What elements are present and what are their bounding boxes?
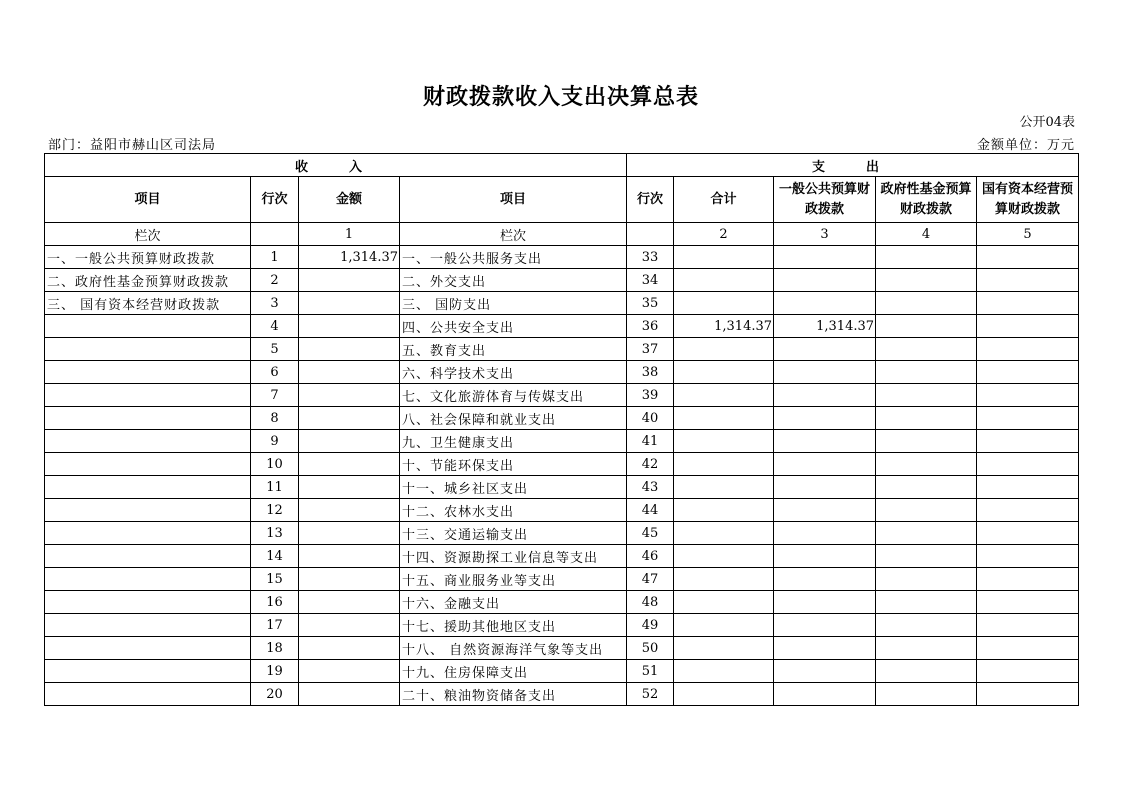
expense-fund-cell	[876, 683, 977, 706]
expense-general-cell	[774, 246, 876, 269]
income-amount-cell	[299, 522, 400, 545]
expense-line-cell: 51	[627, 660, 674, 683]
section-header-row	[45, 154, 1079, 177]
expense-total-cell	[674, 407, 774, 430]
expense-line-cell: 40	[627, 407, 674, 430]
expense-total-cell	[674, 292, 774, 315]
table-row	[45, 453, 1079, 476]
header-ex-line: 行次	[627, 177, 674, 223]
expense-item-cell: 十三、交通运输支出	[400, 522, 627, 545]
expense-total-cell	[674, 522, 774, 545]
expense-fund-cell	[876, 545, 977, 568]
expense-fund-cell	[876, 637, 977, 660]
expense-state-cell	[977, 430, 1079, 453]
expense-total-cell	[674, 384, 774, 407]
table-row	[45, 568, 1079, 591]
income-amount-cell	[299, 545, 400, 568]
income-line-cell: 2	[251, 269, 299, 292]
expense-item-cell: 十八、 自然资源海洋气象等支出	[400, 637, 627, 660]
expense-general-cell	[774, 545, 876, 568]
table-row	[45, 361, 1079, 384]
income-amount-cell	[299, 430, 400, 453]
expense-state-cell	[977, 568, 1079, 591]
expense-item-cell: 三、 国防支出	[400, 292, 627, 315]
expense-total-cell	[674, 683, 774, 706]
expense-fund-cell	[876, 246, 977, 269]
income-line-cell: 16	[251, 591, 299, 614]
expense-total-cell	[674, 430, 774, 453]
expense-state-cell	[977, 269, 1079, 292]
table-row	[45, 407, 1079, 430]
colno-in-label: 栏次	[45, 223, 251, 246]
income-amount-cell	[299, 568, 400, 591]
expense-total-cell	[674, 499, 774, 522]
table-row	[45, 683, 1079, 706]
expense-general-cell	[774, 338, 876, 361]
expense-total-cell	[674, 614, 774, 637]
income-amount-cell	[299, 315, 400, 338]
income-line-cell: 4	[251, 315, 299, 338]
expense-total-cell	[674, 246, 774, 269]
income-amount-cell	[299, 614, 400, 637]
expense-line-cell: 52	[627, 683, 674, 706]
expense-line-cell: 37	[627, 338, 674, 361]
expense-item-cell: 五、教育支出	[400, 338, 627, 361]
expense-fund-cell	[876, 430, 977, 453]
expense-state-cell	[977, 683, 1079, 706]
expense-item-cell: 十一、城乡社区支出	[400, 476, 627, 499]
expense-state-cell	[977, 545, 1079, 568]
expense-line-cell: 49	[627, 614, 674, 637]
income-line-cell: 8	[251, 407, 299, 430]
expense-item-cell: 十、节能环保支出	[400, 453, 627, 476]
expense-state-cell	[977, 499, 1079, 522]
expense-item-cell: 六、科学技术支出	[400, 361, 627, 384]
expense-general-cell	[774, 476, 876, 499]
income-item-cell	[45, 614, 251, 637]
expense-state-cell	[977, 338, 1079, 361]
expense-item-cell: 十二、农林水支出	[400, 499, 627, 522]
expense-total-cell	[674, 361, 774, 384]
expense-fund-cell	[876, 315, 977, 338]
income-item-cell: 一、一般公共预算财政拨款	[45, 246, 251, 269]
income-line-cell: 18	[251, 637, 299, 660]
income-item-cell	[45, 453, 251, 476]
expense-line-cell: 33	[627, 246, 674, 269]
colno-ex-state: 5	[977, 223, 1079, 246]
expense-fund-cell	[876, 361, 977, 384]
form-number: 公开04表	[1019, 115, 1075, 130]
budget-table	[44, 153, 1079, 706]
income-item-cell: 二、政府性基金预算财政拨款	[45, 269, 251, 292]
table-row	[45, 292, 1079, 315]
header-in-amount: 金额	[299, 177, 400, 223]
colno-ex-line	[627, 223, 674, 246]
expense-line-cell: 44	[627, 499, 674, 522]
expense-total-cell	[674, 476, 774, 499]
expense-line-cell: 34	[627, 269, 674, 292]
income-amount-cell	[299, 338, 400, 361]
header-ex-total: 合计	[674, 177, 774, 223]
expense-total-cell	[674, 545, 774, 568]
expense-general-cell	[774, 407, 876, 430]
expense-state-cell	[977, 384, 1079, 407]
income-amount-cell	[299, 683, 400, 706]
colno-in-amount: 1	[299, 223, 400, 246]
income-amount-cell	[299, 384, 400, 407]
expense-general-cell	[774, 361, 876, 384]
table-row	[45, 591, 1079, 614]
income-line-cell: 7	[251, 384, 299, 407]
expense-fund-cell	[876, 499, 977, 522]
expense-line-cell: 42	[627, 453, 674, 476]
expense-total-cell	[674, 660, 774, 683]
expense-general-cell	[774, 499, 876, 522]
income-line-cell: 6	[251, 361, 299, 384]
income-amount-cell: 1,314.37	[299, 246, 400, 269]
expense-total-cell	[674, 568, 774, 591]
section-income: 收 入	[45, 154, 627, 177]
income-item-cell	[45, 545, 251, 568]
expense-line-cell: 45	[627, 522, 674, 545]
page-title: 财政拨款收入支出决算总表	[422, 84, 699, 110]
income-item-cell	[45, 591, 251, 614]
expense-state-cell	[977, 246, 1079, 269]
expense-state-cell	[977, 614, 1079, 637]
income-item-cell	[45, 476, 251, 499]
income-amount-cell	[299, 660, 400, 683]
expense-line-cell: 43	[627, 476, 674, 499]
income-item-cell	[45, 430, 251, 453]
expense-item-cell: 九、卫生健康支出	[400, 430, 627, 453]
colno-ex-fund: 4	[876, 223, 977, 246]
income-line-cell: 11	[251, 476, 299, 499]
expense-line-cell: 47	[627, 568, 674, 591]
expense-line-cell: 38	[627, 361, 674, 384]
expense-general-cell: 1,314.37	[774, 315, 876, 338]
colno-ex-label: 栏次	[400, 223, 627, 246]
income-item-cell	[45, 361, 251, 384]
expense-general-cell	[774, 591, 876, 614]
income-line-cell: 20	[251, 683, 299, 706]
expense-item-cell: 十六、金融支出	[400, 591, 627, 614]
expense-general-cell	[774, 430, 876, 453]
income-line-cell: 12	[251, 499, 299, 522]
expense-state-cell	[977, 591, 1079, 614]
expense-item-cell: 十五、商业服务业等支出	[400, 568, 627, 591]
header-in-item: 项目	[45, 177, 251, 223]
expense-total-cell	[674, 591, 774, 614]
expense-state-cell	[977, 637, 1079, 660]
expense-state-cell	[977, 476, 1079, 499]
table-row	[45, 315, 1079, 338]
income-amount-cell	[299, 591, 400, 614]
income-amount-cell	[299, 453, 400, 476]
table-row	[45, 269, 1079, 292]
table-row	[45, 660, 1079, 683]
income-item-cell	[45, 683, 251, 706]
expense-item-cell: 七、文化旅游体育与传媒支出	[400, 384, 627, 407]
income-line-cell: 14	[251, 545, 299, 568]
expense-item-cell: 十七、援助其他地区支出	[400, 614, 627, 637]
income-item-cell	[45, 568, 251, 591]
expense-fund-cell	[876, 660, 977, 683]
expense-item-cell: 十九、住房保障支出	[400, 660, 627, 683]
table-row	[45, 338, 1079, 361]
expense-state-cell	[977, 315, 1079, 338]
expense-fund-cell	[876, 568, 977, 591]
table-row	[45, 499, 1079, 522]
income-line-cell: 5	[251, 338, 299, 361]
income-item-cell	[45, 384, 251, 407]
income-line-cell: 3	[251, 292, 299, 315]
expense-state-cell	[977, 522, 1079, 545]
expense-item-cell: 十四、资源勘探工业信息等支出	[400, 545, 627, 568]
expense-state-cell	[977, 453, 1079, 476]
expense-line-cell: 46	[627, 545, 674, 568]
expense-state-cell	[977, 407, 1079, 430]
expense-fund-cell	[876, 522, 977, 545]
expense-fund-cell	[876, 384, 977, 407]
expense-general-cell	[774, 453, 876, 476]
table-row	[45, 545, 1079, 568]
expense-total-cell	[674, 637, 774, 660]
expense-total-cell	[674, 269, 774, 292]
expense-fund-cell	[876, 269, 977, 292]
income-item-cell	[45, 407, 251, 430]
expense-fund-cell	[876, 614, 977, 637]
department-label: 部门：益阳市赫山区司法局	[48, 138, 217, 153]
income-amount-cell	[299, 499, 400, 522]
colno-in-line	[251, 223, 299, 246]
income-amount-cell	[299, 269, 400, 292]
income-line-cell: 17	[251, 614, 299, 637]
income-item-cell	[45, 315, 251, 338]
expense-line-cell: 35	[627, 292, 674, 315]
expense-total-cell: 1,314.37	[674, 315, 774, 338]
income-amount-cell	[299, 292, 400, 315]
expense-item-cell: 二十、粮油物资储备支出	[400, 683, 627, 706]
income-item-cell	[45, 338, 251, 361]
income-line-cell: 10	[251, 453, 299, 476]
table-row	[45, 246, 1079, 269]
expense-line-cell: 48	[627, 591, 674, 614]
expense-general-cell	[774, 683, 876, 706]
table-row	[45, 430, 1079, 453]
expense-general-cell	[774, 637, 876, 660]
expense-fund-cell	[876, 338, 977, 361]
income-item-cell: 三、 国有资本经营财政拨款	[45, 292, 251, 315]
expense-total-cell	[674, 453, 774, 476]
expense-item-cell: 二、外交支出	[400, 269, 627, 292]
table-row	[45, 384, 1079, 407]
expense-general-cell	[774, 269, 876, 292]
income-item-cell	[45, 499, 251, 522]
expense-general-cell	[774, 568, 876, 591]
expense-line-cell: 36	[627, 315, 674, 338]
table-row	[45, 476, 1079, 499]
income-item-cell	[45, 522, 251, 545]
expense-fund-cell	[876, 292, 977, 315]
income-line-cell: 1	[251, 246, 299, 269]
section-expense: 支 出	[627, 154, 1079, 177]
expense-state-cell	[977, 660, 1079, 683]
header-ex-state: 国有资本经营预算财政拨款	[977, 177, 1079, 223]
header-ex-general: 一般公共预算财政拨款	[774, 177, 876, 223]
table-row	[45, 522, 1079, 545]
expense-total-cell	[674, 338, 774, 361]
colno-ex-total: 2	[674, 223, 774, 246]
expense-fund-cell	[876, 591, 977, 614]
expense-fund-cell	[876, 407, 977, 430]
expense-state-cell	[977, 292, 1079, 315]
expense-general-cell	[774, 292, 876, 315]
expense-line-cell: 41	[627, 430, 674, 453]
income-amount-cell	[299, 637, 400, 660]
header-ex-fund: 政府性基金预算财政拨款	[876, 177, 977, 223]
income-item-cell	[45, 637, 251, 660]
expense-item-cell: 八、社会保障和就业支出	[400, 407, 627, 430]
income-item-cell	[45, 660, 251, 683]
colno-ex-general: 3	[774, 223, 876, 246]
table-row	[45, 637, 1079, 660]
income-line-cell: 13	[251, 522, 299, 545]
expense-line-cell: 50	[627, 637, 674, 660]
table-row	[45, 614, 1079, 637]
income-amount-cell	[299, 361, 400, 384]
expense-fund-cell	[876, 476, 977, 499]
amount-unit-label: 金额单位：万元	[976, 138, 1075, 153]
column-number-row	[45, 223, 1079, 246]
income-line-cell: 15	[251, 568, 299, 591]
income-line-cell: 19	[251, 660, 299, 683]
expense-item-cell: 一、一般公共服务支出	[400, 246, 627, 269]
header-ex-item: 项目	[400, 177, 627, 223]
income-amount-cell	[299, 476, 400, 499]
expense-state-cell	[977, 361, 1079, 384]
expense-line-cell: 39	[627, 384, 674, 407]
income-line-cell: 9	[251, 430, 299, 453]
column-header-row	[45, 177, 1079, 223]
expense-fund-cell	[876, 453, 977, 476]
expense-item-cell: 四、公共安全支出	[400, 315, 627, 338]
expense-general-cell	[774, 614, 876, 637]
header-in-line: 行次	[251, 177, 299, 223]
income-amount-cell	[299, 407, 400, 430]
expense-general-cell	[774, 384, 876, 407]
expense-general-cell	[774, 522, 876, 545]
expense-general-cell	[774, 660, 876, 683]
